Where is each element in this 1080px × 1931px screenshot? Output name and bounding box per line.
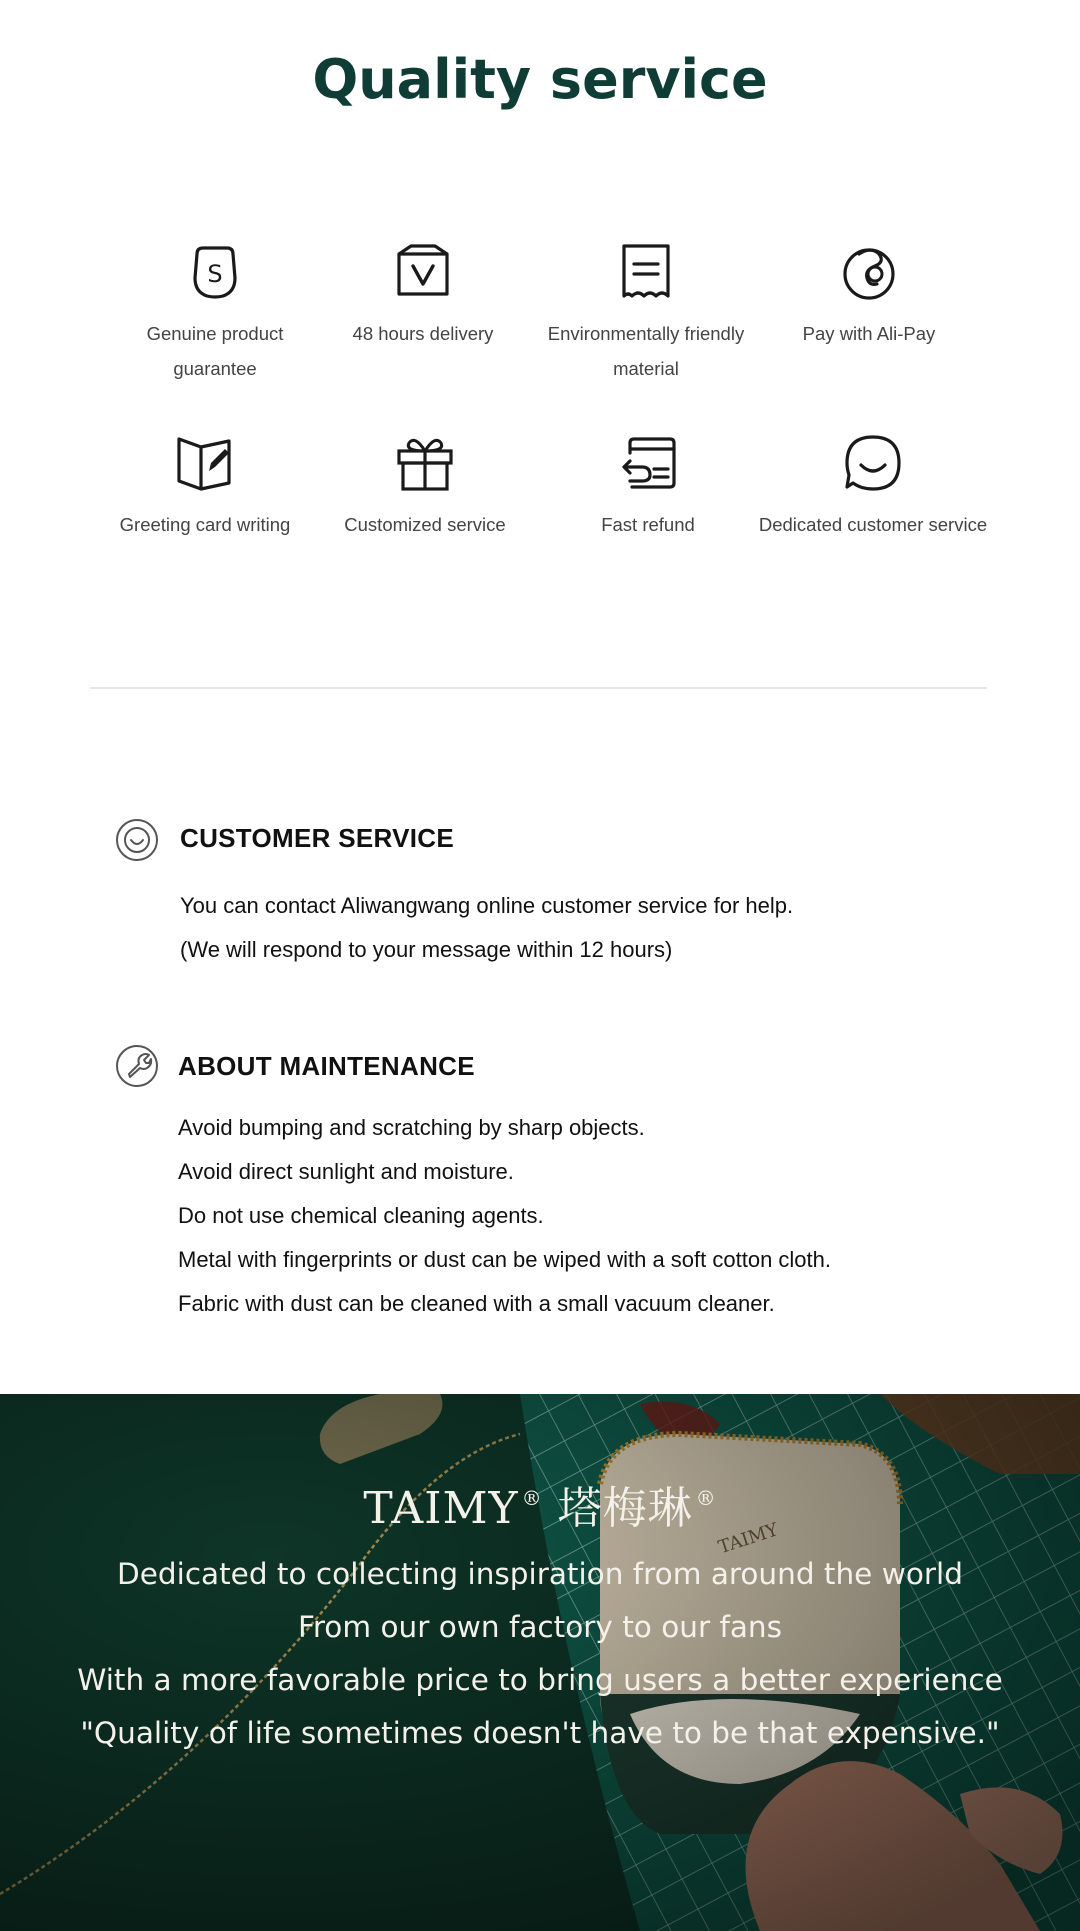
service-label: Fast refund xyxy=(601,514,695,535)
service-48h-delivery xyxy=(308,240,538,351)
maintenance-line: Avoid bumping and scratching by sharp objects. xyxy=(178,1115,645,1140)
shield-s-icon xyxy=(183,240,247,304)
greeting-card-icon xyxy=(173,431,237,495)
service-label: Pay with Ali-Pay xyxy=(802,323,936,344)
gift-icon xyxy=(393,431,457,495)
maintenance-text xyxy=(178,1106,831,1326)
page-title: Quality service xyxy=(312,48,768,111)
service-label: Genuine product xyxy=(146,323,284,344)
service-label: Greeting card writing xyxy=(119,514,291,535)
slogan-line: From our own factory to our fans xyxy=(298,1610,782,1644)
service-eco-material xyxy=(531,240,761,386)
service-genuine-product xyxy=(100,240,330,386)
customer-service-title: CUSTOMER SERVICE xyxy=(180,823,455,853)
customer-service-text xyxy=(180,884,793,972)
service-label: Customized service xyxy=(344,514,506,535)
service-greeting-card xyxy=(90,431,320,542)
service-alipay xyxy=(754,240,984,351)
slogan-line: Dedicated to collecting inspiration from around the world xyxy=(117,1557,963,1591)
maintenance-line: Metal with fingerprints or dust can be wiped with a soft cotton cloth. xyxy=(178,1247,831,1272)
service-dedicated-support xyxy=(758,431,988,542)
service-label: material xyxy=(613,358,679,379)
maintenance-line: Fabric with dust can be cleaned with a small vacuum cleaner. xyxy=(178,1291,775,1316)
service-customized xyxy=(310,431,540,542)
alipay-icon xyxy=(837,240,901,304)
delivery-box-icon xyxy=(391,240,455,304)
registered-mark: ® xyxy=(521,1486,543,1510)
document-icon xyxy=(614,240,678,304)
slogan-line: With a more favorable price to bring users a better experience xyxy=(77,1663,1003,1697)
registered-mark: ® xyxy=(695,1486,717,1510)
service-label: Dedicated customer service xyxy=(758,514,988,535)
service-label: 48 hours delivery xyxy=(352,323,494,344)
brand-name-chinese: 塔梅琳 xyxy=(557,1483,693,1534)
brand-banner xyxy=(0,1394,1080,1931)
brand-logo xyxy=(0,1472,1080,1536)
smile-badge-icon xyxy=(115,818,159,862)
maintenance-line: Do not use chemical cleaning agents. xyxy=(178,1203,544,1228)
slogan-line: "Quality of life sometimes doesn't have to be that expensive." xyxy=(80,1716,1000,1750)
section-divider xyxy=(90,687,987,689)
maintenance-line: Avoid direct sunlight and moisture. xyxy=(178,1159,514,1184)
brand-slogan xyxy=(0,1548,1080,1760)
brand-name-latin: TAIMY xyxy=(363,1483,519,1534)
service-label: Environmentally friendly xyxy=(547,323,745,344)
maintenance-title: ABOUT MAINTENANCE xyxy=(178,1051,475,1081)
service-fast-refund xyxy=(533,431,763,542)
refund-card-icon xyxy=(616,431,680,495)
customer-service-line: You can contact Aliwangwang online customer service for help. xyxy=(180,893,794,918)
service-label: guarantee xyxy=(173,358,257,379)
customer-service-line: (We will respond to your message within 12 hours) xyxy=(180,937,673,962)
svg-text:S: S xyxy=(207,260,223,288)
wrench-icon xyxy=(115,1044,159,1088)
chat-bubble-icon xyxy=(841,431,905,495)
